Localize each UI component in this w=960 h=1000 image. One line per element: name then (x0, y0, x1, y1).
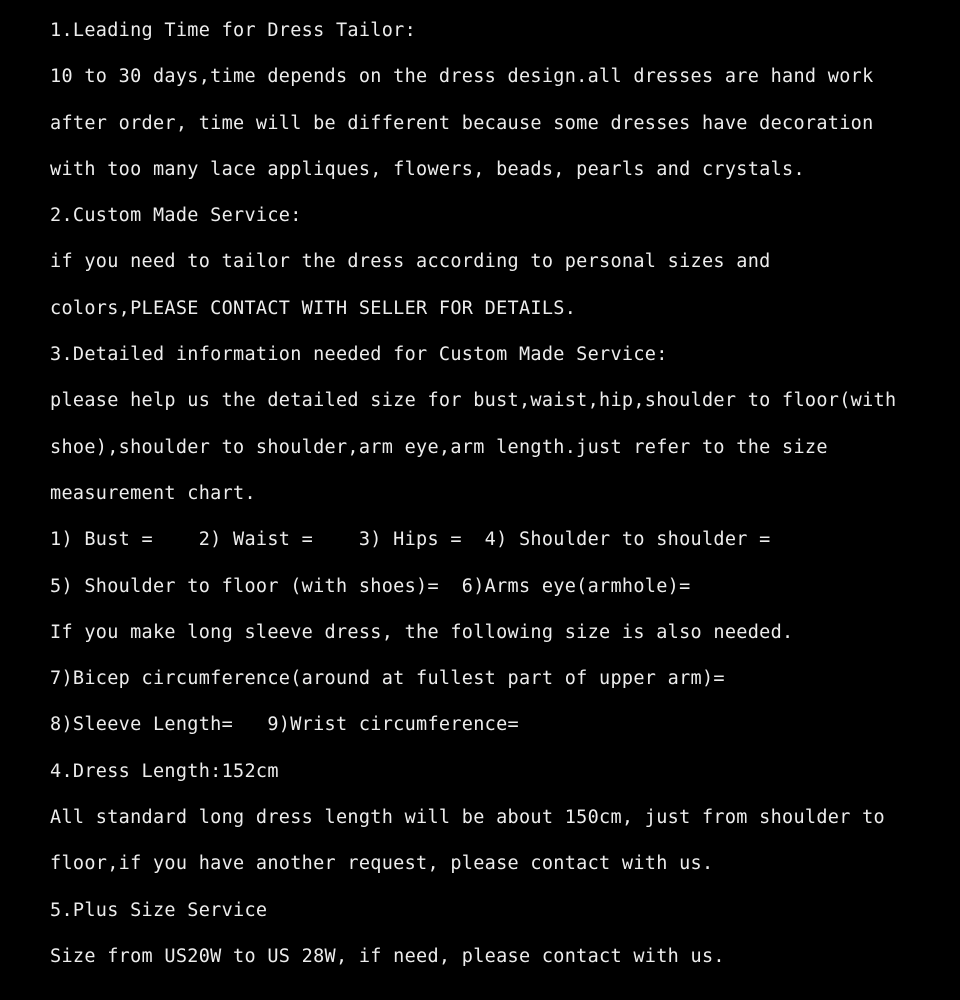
section-5-heading: 5.Plus Size Service (50, 899, 268, 921)
text-line: floor,if you have another request, please contact with us. (50, 853, 714, 875)
section-2-heading: 2.Custom Made Service: (50, 205, 302, 227)
text-line: please help us the detailed size for bust,waist,hip,shoulder to floor(with (50, 390, 897, 412)
text-line: shoe),shoulder to shoulder,arm eye,arm length.just refer to the size (50, 436, 828, 458)
measurement-item-7: 7)Bicep circumference(around at fullest part of upper arm)= (50, 668, 725, 690)
text-line: with too many lace appliques, flowers, beads, pearls and crystals. (50, 158, 805, 180)
text-line: if you need to tailor the dress according to personal sizes and (50, 251, 771, 273)
measurement-items-1-4: 1) Bust = 2) Waist = 3) Hips = 4) Shoulder to shoulder = (50, 529, 771, 551)
section-1-heading: 1.Leading Time for Dress Tailor: (50, 20, 417, 41)
text-line: measurement chart. (50, 482, 256, 504)
text-line: after order, time will be different because some dresses have decoration (50, 112, 874, 134)
text-line: colors,PLEASE CONTACT WITH SELLER FOR DETAILS. (50, 297, 577, 319)
measurement-items-8-9: 8)Sleeve Length= 9)Wrist circumference= (50, 714, 519, 736)
measurement-items-5-6: 5) Shoulder to floor (with shoes)= 6)Arms eye(armhole)= (50, 575, 691, 597)
section-4-heading: 4.Dress Length:152cm (50, 760, 279, 782)
section-3-heading: 3.Detailed information needed for Custom Made Service: (50, 344, 668, 366)
text-line: If you make long sleeve dress, the following size is also needed. (50, 621, 794, 643)
text-line: 10 to 30 days,time depends on the dress design.all dresses are hand work (50, 66, 874, 88)
text-line: All standard long dress length will be about 150cm, just from shoulder to (50, 807, 885, 829)
text-line: Size from US20W to US 28W, if need, please contact with us. (50, 945, 725, 967)
